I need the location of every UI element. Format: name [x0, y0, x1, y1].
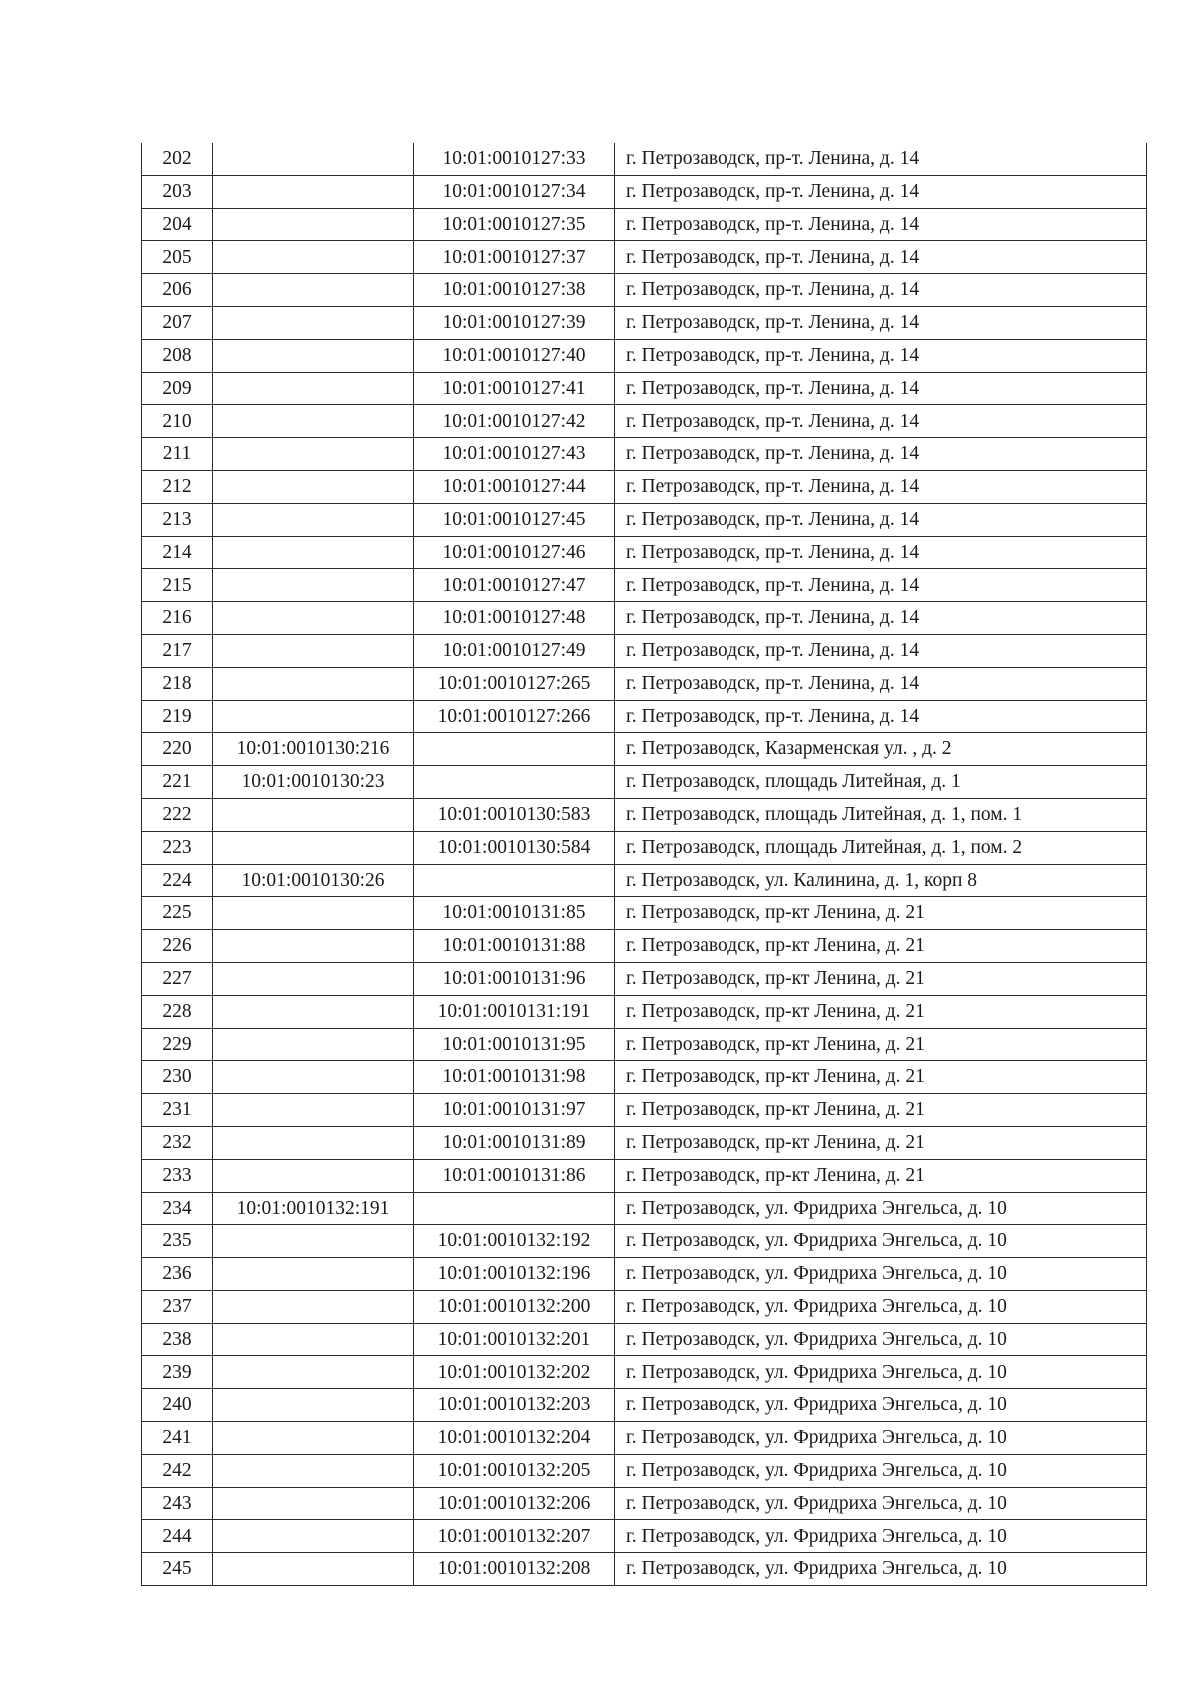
row-number-cell: 234	[142, 1192, 213, 1225]
parcel-cadastral-number-cell	[213, 1422, 414, 1455]
row-number-cell: 244	[142, 1520, 213, 1553]
table-row	[142, 1094, 1147, 1127]
parcel-cadastral-number-cell	[213, 831, 414, 864]
premises-cadastral-number-cell: 10:01:0010127:39	[414, 306, 615, 339]
row-number-cell: 221	[142, 766, 213, 799]
address-cell: г. Петрозаводск, ул. Фридриха Энгельса, д. 10	[615, 1225, 1147, 1258]
premises-cadastral-number-cell: 10:01:0010132:196	[414, 1258, 615, 1291]
premises-cadastral-number-cell: 10:01:0010131:95	[414, 1028, 615, 1061]
row-number-cell: 239	[142, 1356, 213, 1389]
table-row	[142, 569, 1147, 602]
premises-cadastral-number-cell: 10:01:0010127:48	[414, 602, 615, 635]
row-number-cell: 225	[142, 897, 213, 930]
parcel-cadastral-number-cell	[213, 1028, 414, 1061]
address-cell: г. Петрозаводск, площадь Литейная, д. 1, пом. 1	[615, 798, 1147, 831]
address-cell: г. Петрозаводск, пр-кт Ленина, д. 21	[615, 1061, 1147, 1094]
address-cell: г. Петрозаводск, пр-т. Ленина, д. 14	[615, 274, 1147, 307]
row-number-cell: 210	[142, 405, 213, 438]
premises-cadastral-number-cell: 10:01:0010132:192	[414, 1225, 615, 1258]
table-row	[142, 1159, 1147, 1192]
row-number-cell: 243	[142, 1487, 213, 1520]
premises-cadastral-number-cell: 10:01:0010132:207	[414, 1520, 615, 1553]
parcel-cadastral-number-cell	[213, 1126, 414, 1159]
premises-cadastral-number-cell	[414, 766, 615, 799]
table-row	[142, 1323, 1147, 1356]
premises-cadastral-number-cell: 10:01:0010131:98	[414, 1061, 615, 1094]
row-number-cell: 237	[142, 1290, 213, 1323]
table-row	[142, 143, 1147, 175]
parcel-cadastral-number-cell: 10:01:0010130:23	[213, 766, 414, 799]
table-row	[142, 438, 1147, 471]
table-row	[142, 1258, 1147, 1291]
address-cell: г. Петрозаводск, пр-кт Ленина, д. 21	[615, 930, 1147, 963]
premises-cadastral-number-cell: 10:01:0010127:42	[414, 405, 615, 438]
table-row	[142, 372, 1147, 405]
table-row	[142, 700, 1147, 733]
address-cell: г. Петрозаводск, ул. Фридриха Энгельса, д. 10	[615, 1258, 1147, 1291]
premises-cadastral-number-cell: 10:01:0010132:206	[414, 1487, 615, 1520]
row-number-cell: 206	[142, 274, 213, 307]
table-row	[142, 306, 1147, 339]
parcel-cadastral-number-cell	[213, 1094, 414, 1127]
table-row	[142, 995, 1147, 1028]
table-row	[142, 930, 1147, 963]
table-row	[142, 274, 1147, 307]
premises-cadastral-number-cell: 10:01:0010131:85	[414, 897, 615, 930]
address-cell: г. Петрозаводск, ул. Фридриха Энгельса, д. 10	[615, 1290, 1147, 1323]
address-cell: г. Петрозаводск, ул. Фридриха Энгельса, д. 10	[615, 1422, 1147, 1455]
address-cell: г. Петрозаводск, пр-т. Ленина, д. 14	[615, 634, 1147, 667]
row-number-cell: 232	[142, 1126, 213, 1159]
premises-cadastral-number-cell: 10:01:0010132:203	[414, 1389, 615, 1422]
row-number-cell: 214	[142, 536, 213, 569]
row-number-cell: 233	[142, 1159, 213, 1192]
parcel-cadastral-number-cell	[213, 1389, 414, 1422]
address-cell: г. Петрозаводск, пр-кт Ленина, д. 21	[615, 962, 1147, 995]
table-row	[142, 864, 1147, 897]
parcel-cadastral-number-cell	[213, 503, 414, 536]
row-number-cell: 228	[142, 995, 213, 1028]
address-cell: г. Петрозаводск, пр-кт Ленина, д. 21	[615, 897, 1147, 930]
parcel-cadastral-number-cell	[213, 339, 414, 372]
parcel-cadastral-number-cell	[213, 1487, 414, 1520]
premises-cadastral-number-cell: 10:01:0010127:47	[414, 569, 615, 602]
table-row	[142, 798, 1147, 831]
table-row	[142, 831, 1147, 864]
table-row	[142, 1389, 1147, 1422]
premises-cadastral-number-cell: 10:01:0010132:200	[414, 1290, 615, 1323]
parcel-cadastral-number-cell	[213, 1553, 414, 1586]
row-number-cell: 213	[142, 503, 213, 536]
row-number-cell: 231	[142, 1094, 213, 1127]
parcel-cadastral-number-cell	[213, 438, 414, 471]
premises-cadastral-number-cell	[414, 733, 615, 766]
table-row	[142, 962, 1147, 995]
parcel-cadastral-number-cell	[213, 1356, 414, 1389]
table-row	[142, 1454, 1147, 1487]
address-cell: г. Петрозаводск, пр-кт Ленина, д. 21	[615, 1159, 1147, 1192]
parcel-cadastral-number-cell	[213, 405, 414, 438]
parcel-cadastral-number-cell	[213, 897, 414, 930]
premises-cadastral-number-cell: 10:01:0010132:208	[414, 1553, 615, 1586]
address-cell: г. Петрозаводск, ул. Фридриха Энгельса, д. 10	[615, 1192, 1147, 1225]
row-number-cell: 215	[142, 569, 213, 602]
row-number-cell: 203	[142, 175, 213, 208]
address-cell: г. Петрозаводск, пр-т. Ленина, д. 14	[615, 405, 1147, 438]
table-row	[142, 602, 1147, 635]
premises-cadastral-number-cell	[414, 864, 615, 897]
parcel-cadastral-number-cell	[213, 1454, 414, 1487]
row-number-cell: 209	[142, 372, 213, 405]
address-cell: г. Петрозаводск, ул. Фридриха Энгельса, д. 10	[615, 1553, 1147, 1586]
premises-cadastral-number-cell: 10:01:0010127:37	[414, 241, 615, 274]
table-row	[142, 1520, 1147, 1553]
table-row	[142, 766, 1147, 799]
row-number-cell: 217	[142, 634, 213, 667]
address-cell: г. Петрозаводск, пр-т. Ленина, д. 14	[615, 438, 1147, 471]
address-cell: г. Петрозаводск, пр-кт Ленина, д. 21	[615, 1126, 1147, 1159]
row-number-cell: 208	[142, 339, 213, 372]
table-row	[142, 175, 1147, 208]
table-row	[142, 241, 1147, 274]
row-number-cell: 235	[142, 1225, 213, 1258]
address-cell: г. Петрозаводск, пр-кт Ленина, д. 21	[615, 995, 1147, 1028]
premises-cadastral-number-cell: 10:01:0010127:35	[414, 208, 615, 241]
address-cell: г. Петрозаводск, пр-т. Ленина, д. 14	[615, 339, 1147, 372]
address-cell: г. Петрозаводск, пр-т. Ленина, д. 14	[615, 667, 1147, 700]
property-table	[141, 143, 1147, 1586]
row-number-cell: 238	[142, 1323, 213, 1356]
table-row	[142, 1126, 1147, 1159]
parcel-cadastral-number-cell	[213, 700, 414, 733]
parcel-cadastral-number-cell	[213, 569, 414, 602]
parcel-cadastral-number-cell	[213, 372, 414, 405]
address-cell: г. Петрозаводск, ул. Фридриха Энгельса, д. 10	[615, 1487, 1147, 1520]
table-row	[142, 503, 1147, 536]
parcel-cadastral-number-cell: 10:01:0010130:216	[213, 733, 414, 766]
row-number-cell: 220	[142, 733, 213, 766]
address-cell: г. Петрозаводск, площадь Литейная, д. 1, пом. 2	[615, 831, 1147, 864]
table-row	[142, 1553, 1147, 1586]
address-cell: г. Петрозаводск, пр-т. Ленина, д. 14	[615, 602, 1147, 635]
row-number-cell: 240	[142, 1389, 213, 1422]
address-cell: г. Петрозаводск, пр-т. Ленина, д. 14	[615, 569, 1147, 602]
table-row	[142, 1422, 1147, 1455]
address-cell: г. Петрозаводск, пр-т. Ленина, д. 14	[615, 241, 1147, 274]
address-cell: г. Петрозаводск, ул. Калинина, д. 1, корп 8	[615, 864, 1147, 897]
premises-cadastral-number-cell: 10:01:0010127:46	[414, 536, 615, 569]
parcel-cadastral-number-cell: 10:01:0010132:191	[213, 1192, 414, 1225]
address-cell: г. Петрозаводск, ул. Фридриха Энгельса, д. 10	[615, 1454, 1147, 1487]
parcel-cadastral-number-cell	[213, 1323, 414, 1356]
parcel-cadastral-number-cell	[213, 1159, 414, 1192]
row-number-cell: 230	[142, 1061, 213, 1094]
parcel-cadastral-number-cell	[213, 1061, 414, 1094]
address-cell: г. Петрозаводск, ул. Фридриха Энгельса, д. 10	[615, 1520, 1147, 1553]
table-row	[142, 1290, 1147, 1323]
address-cell: г. Петрозаводск, пр-т. Ленина, д. 14	[615, 208, 1147, 241]
premises-cadastral-number-cell: 10:01:0010127:44	[414, 470, 615, 503]
address-cell: г. Петрозаводск, пр-т. Ленина, д. 14	[615, 143, 1147, 175]
premises-cadastral-number-cell: 10:01:0010127:265	[414, 667, 615, 700]
row-number-cell: 204	[142, 208, 213, 241]
table-row	[142, 1028, 1147, 1061]
table-row	[142, 1487, 1147, 1520]
row-number-cell: 224	[142, 864, 213, 897]
row-number-cell: 236	[142, 1258, 213, 1291]
premises-cadastral-number-cell: 10:01:0010127:38	[414, 274, 615, 307]
parcel-cadastral-number-cell	[213, 995, 414, 1028]
property-table-body	[142, 143, 1147, 1586]
table-row	[142, 536, 1147, 569]
parcel-cadastral-number-cell	[213, 306, 414, 339]
table-row	[142, 1192, 1147, 1225]
table-row	[142, 1356, 1147, 1389]
premises-cadastral-number-cell: 10:01:0010127:34	[414, 175, 615, 208]
row-number-cell: 207	[142, 306, 213, 339]
premises-cadastral-number-cell	[414, 1192, 615, 1225]
premises-cadastral-number-cell: 10:01:0010131:96	[414, 962, 615, 995]
parcel-cadastral-number-cell	[213, 143, 414, 175]
parcel-cadastral-number-cell	[213, 667, 414, 700]
table-row	[142, 897, 1147, 930]
parcel-cadastral-number-cell	[213, 602, 414, 635]
address-cell: г. Петрозаводск, площадь Литейная, д. 1	[615, 766, 1147, 799]
address-cell: г. Петрозаводск, Казарменская ул. , д. 2	[615, 733, 1147, 766]
premises-cadastral-number-cell: 10:01:0010130:583	[414, 798, 615, 831]
row-number-cell: 205	[142, 241, 213, 274]
premises-cadastral-number-cell: 10:01:0010127:40	[414, 339, 615, 372]
premises-cadastral-number-cell: 10:01:0010127:49	[414, 634, 615, 667]
table-row	[142, 634, 1147, 667]
parcel-cadastral-number-cell	[213, 798, 414, 831]
premises-cadastral-number-cell: 10:01:0010127:41	[414, 372, 615, 405]
address-cell: г. Петрозаводск, пр-т. Ленина, д. 14	[615, 700, 1147, 733]
parcel-cadastral-number-cell: 10:01:0010130:26	[213, 864, 414, 897]
table-row	[142, 667, 1147, 700]
table-row	[142, 1061, 1147, 1094]
table-row	[142, 470, 1147, 503]
address-cell: г. Петрозаводск, пр-т. Ленина, д. 14	[615, 306, 1147, 339]
premises-cadastral-number-cell: 10:01:0010132:201	[414, 1323, 615, 1356]
premises-cadastral-number-cell: 10:01:0010130:584	[414, 831, 615, 864]
table-row	[142, 733, 1147, 766]
parcel-cadastral-number-cell	[213, 1225, 414, 1258]
row-number-cell: 223	[142, 831, 213, 864]
parcel-cadastral-number-cell	[213, 536, 414, 569]
premises-cadastral-number-cell: 10:01:0010132:205	[414, 1454, 615, 1487]
premises-cadastral-number-cell: 10:01:0010131:89	[414, 1126, 615, 1159]
row-number-cell: 241	[142, 1422, 213, 1455]
parcel-cadastral-number-cell	[213, 1290, 414, 1323]
parcel-cadastral-number-cell	[213, 1520, 414, 1553]
address-cell: г. Петрозаводск, пр-т. Ленина, д. 14	[615, 536, 1147, 569]
table-row	[142, 208, 1147, 241]
address-cell: г. Петрозаводск, ул. Фридриха Энгельса, д. 10	[615, 1389, 1147, 1422]
row-number-cell: 227	[142, 962, 213, 995]
address-cell: г. Петрозаводск, ул. Фридриха Энгельса, д. 10	[615, 1356, 1147, 1389]
premises-cadastral-number-cell: 10:01:0010127:33	[414, 143, 615, 175]
row-number-cell: 212	[142, 470, 213, 503]
table-row	[142, 1225, 1147, 1258]
premises-cadastral-number-cell: 10:01:0010131:86	[414, 1159, 615, 1192]
parcel-cadastral-number-cell	[213, 634, 414, 667]
parcel-cadastral-number-cell	[213, 208, 414, 241]
row-number-cell: 202	[142, 143, 213, 175]
premises-cadastral-number-cell: 10:01:0010131:88	[414, 930, 615, 963]
premises-cadastral-number-cell: 10:01:0010132:202	[414, 1356, 615, 1389]
row-number-cell: 242	[142, 1454, 213, 1487]
premises-cadastral-number-cell: 10:01:0010127:45	[414, 503, 615, 536]
address-cell: г. Петрозаводск, пр-т. Ленина, д. 14	[615, 470, 1147, 503]
parcel-cadastral-number-cell	[213, 930, 414, 963]
address-cell: г. Петрозаводск, пр-кт Ленина, д. 21	[615, 1094, 1147, 1127]
premises-cadastral-number-cell: 10:01:0010127:266	[414, 700, 615, 733]
table-row	[142, 339, 1147, 372]
row-number-cell: 222	[142, 798, 213, 831]
row-number-cell: 226	[142, 930, 213, 963]
address-cell: г. Петрозаводск, пр-кт Ленина, д. 21	[615, 1028, 1147, 1061]
address-cell: г. Петрозаводск, пр-т. Ленина, д. 14	[615, 372, 1147, 405]
premises-cadastral-number-cell: 10:01:0010127:43	[414, 438, 615, 471]
parcel-cadastral-number-cell	[213, 175, 414, 208]
premises-cadastral-number-cell: 10:01:0010131:97	[414, 1094, 615, 1127]
parcel-cadastral-number-cell	[213, 470, 414, 503]
row-number-cell: 229	[142, 1028, 213, 1061]
parcel-cadastral-number-cell	[213, 962, 414, 995]
table-row	[142, 405, 1147, 438]
premises-cadastral-number-cell: 10:01:0010131:191	[414, 995, 615, 1028]
parcel-cadastral-number-cell	[213, 274, 414, 307]
address-cell: г. Петрозаводск, ул. Фридриха Энгельса, д. 10	[615, 1323, 1147, 1356]
address-cell: г. Петрозаводск, пр-т. Ленина, д. 14	[615, 503, 1147, 536]
row-number-cell: 218	[142, 667, 213, 700]
row-number-cell: 219	[142, 700, 213, 733]
premises-cadastral-number-cell: 10:01:0010132:204	[414, 1422, 615, 1455]
parcel-cadastral-number-cell	[213, 241, 414, 274]
row-number-cell: 211	[142, 438, 213, 471]
address-cell: г. Петрозаводск, пр-т. Ленина, д. 14	[615, 175, 1147, 208]
row-number-cell: 245	[142, 1553, 213, 1586]
row-number-cell: 216	[142, 602, 213, 635]
parcel-cadastral-number-cell	[213, 1258, 414, 1291]
